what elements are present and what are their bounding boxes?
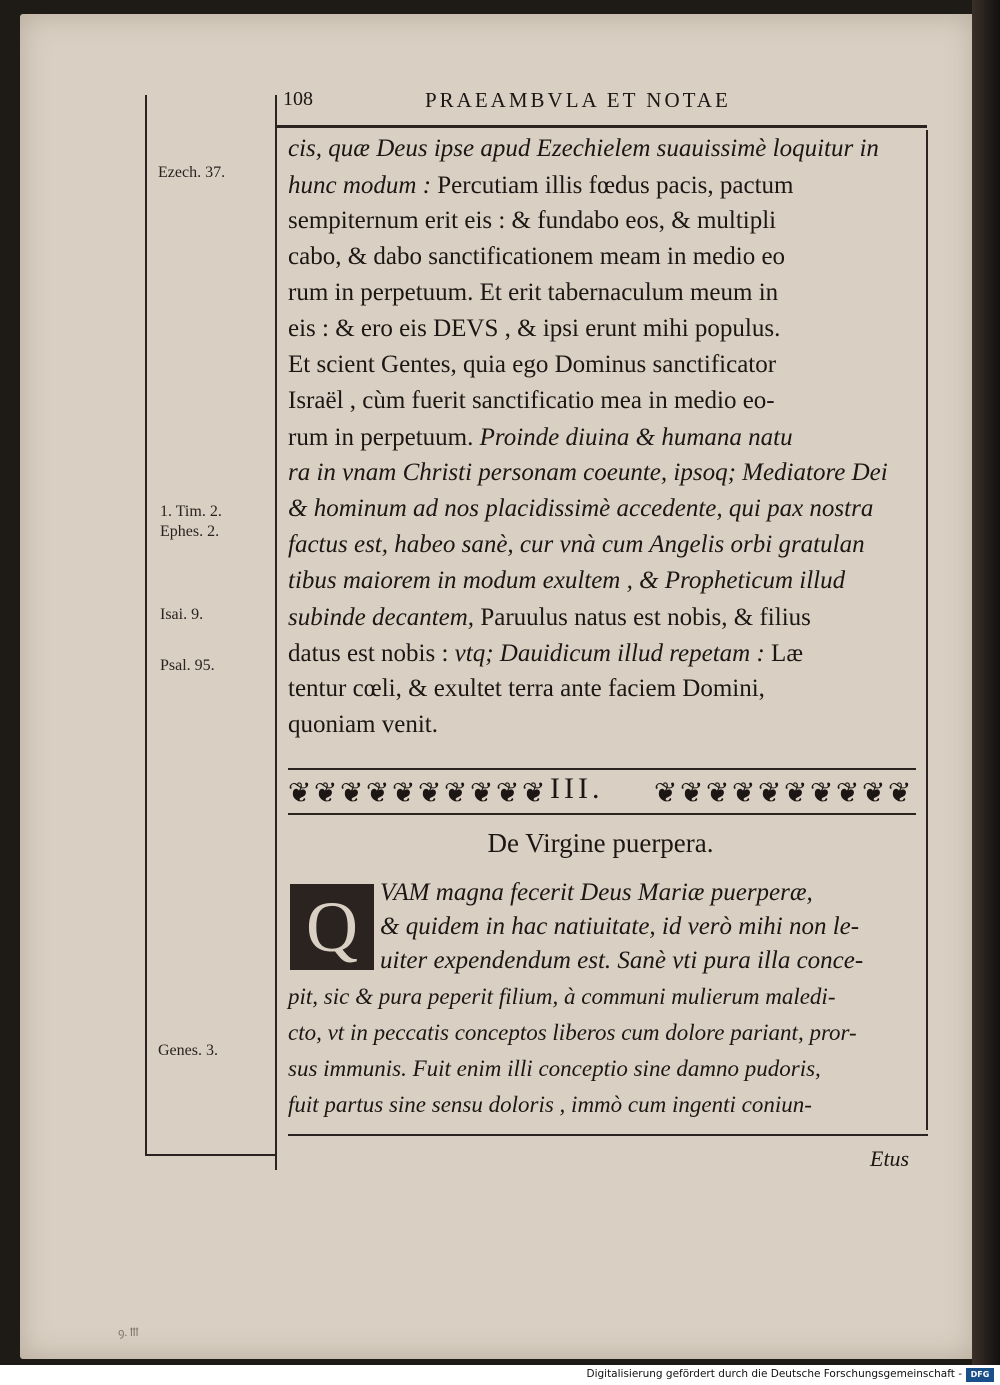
fleuron-icon: ❦ [654, 776, 678, 809]
fleuron-icon: ❦ [888, 776, 912, 809]
fleuron-icon: ❦ [522, 776, 546, 809]
text-line: eis : & ero eis DEVS , & ipsi erunt mihi populus. [288, 315, 781, 342]
fleuron-icon: ❦ [758, 776, 782, 809]
decorated-initial: Q [290, 884, 374, 970]
section-number: III. [550, 772, 604, 805]
margin-note-isai: Isai. 9. [160, 606, 204, 623]
margin-frame-bottom [145, 1154, 275, 1156]
text-line: cabo, & dabo sanctificationem meam in medio eo [288, 243, 786, 270]
text-line: & hominum ad nos placidissimè accedente, qui pax nostra [288, 495, 874, 522]
margin-frame-left [145, 95, 147, 1155]
text-line [288, 168, 793, 203]
fleuron-icon: ❦ [340, 776, 364, 809]
margin-note-genes: Genes. 3. [158, 1042, 218, 1059]
fleuron-icon: ❦ [732, 776, 756, 809]
text-line: cto, vt in peccatis conceptos liberos cum dolore pariant, pror- [288, 1020, 857, 1045]
text-frame-left [275, 95, 277, 1170]
text-span-roman: Percutiam illis fœdus pacis, pactum [431, 172, 794, 199]
text-line: factus est, habeo sanè, cur vnà cum Angelis orbi gratulan [288, 531, 865, 558]
text-line [288, 636, 803, 671]
fleuron-icon: ❦ [392, 776, 416, 809]
margin-note-ezech: Ezech. 37. [158, 164, 226, 181]
text-span-roman: Læ [764, 640, 803, 667]
digitization-footer [0, 1365, 1000, 1385]
text-span-italic: hunc modum : [288, 172, 432, 199]
text-line: fuit partus sine sensu doloris , immò cum ingenti coniun- [288, 1092, 812, 1117]
text-span-italic: vtq; Dauidicum illud repetam : [454, 640, 765, 667]
fleuron-icon: ❦ [418, 776, 442, 809]
fleuron-icon: ❦ [706, 776, 730, 809]
text-line: quoniam venit. [288, 711, 438, 738]
page-edge-shadow [972, 0, 1000, 1365]
text-line: & quidem in hac natiuitate, id verò mihi non le- [380, 913, 860, 940]
text-line: uiter expendendum est. Sanè vti pura illa conce- [380, 947, 864, 974]
text-line: tibus maiorem in modum exultem , & Propheticum illud [288, 567, 846, 594]
text-line: rum in perpetuum. Et erit tabernaculum meum in [288, 279, 779, 306]
fleuron-icon: ❦ [810, 776, 834, 809]
page-number: 108 [283, 88, 313, 110]
running-head: PRAEAMBVLA ET NOTAE [425, 88, 731, 112]
margin-note-tim: 1. Tim. 2. [160, 503, 222, 520]
text-line: cis, quæ Deus ipse apud Ezechielem suauissimè loquitur in [288, 135, 879, 162]
fleuron-icon: ❦ [288, 776, 312, 809]
fleuron-icon: ❦ [314, 776, 338, 809]
fleuron-icon: ❦ [784, 776, 808, 809]
fleuron-icon: ❦ [496, 776, 520, 809]
text-line: VAM magna fecerit Deus Mariæ puerperæ, [380, 879, 813, 906]
catchword: Etus [870, 1146, 910, 1171]
section-ornament-band [288, 770, 916, 812]
margin-note-ephes: Ephes. 2. [160, 523, 220, 540]
fleuron-icon: ❦ [470, 776, 494, 809]
text-line: sempiternum erit eis : & fundabo eos, & multipli [288, 207, 777, 234]
text-line: Et scient Gentes, quia ego Dominus sanctificator [288, 351, 777, 378]
text-line: Israël , cùm fuerit sanctificatio mea in medio eo- [288, 387, 775, 414]
section-heading: De Virgine puerpera. [487, 828, 714, 858]
head-rule [275, 125, 927, 128]
fleuron-icon: ❦ [836, 776, 860, 809]
stain-marks: ꝯ. ꝉꝉꝉ [118, 1327, 139, 1339]
text-span-roman: rum in perpetuum. [288, 424, 480, 451]
text-line: sus immunis. Fuit enim illi conceptio sine damno pudoris, [288, 1056, 821, 1081]
body-text-upper [288, 132, 913, 742]
margin-note-psal: Psal. 95. [160, 657, 215, 674]
text-frame-right [926, 130, 928, 1130]
section-rule-bottom [288, 813, 916, 815]
text-line: pit, sic & pura peperit filium, à communi mulierum maledi- [288, 984, 836, 1009]
text-line: tentur cœli, & exultet terra ante faciem Domini, [288, 675, 765, 702]
text-span-roman: Paruulus natus est nobis, & filius [474, 604, 811, 631]
fleuron-icon: ❦ [366, 776, 390, 809]
text-line: ra in vnam Christi personam coeunte, ipsoq; Mediatore Dei [288, 459, 888, 486]
fleuron-icon: ❦ [680, 776, 704, 809]
body-text-lower [288, 876, 913, 1136]
text-line [288, 420, 793, 455]
fleuron-icon: ❦ [862, 776, 886, 809]
text-span-italic: subinde decantem, [288, 604, 475, 631]
fleuron-icon: ❦ [444, 776, 468, 809]
footer-credit: Digitalisierung gefördert durch die Deutsche Forschungsgemeinschaft - [586, 1368, 962, 1380]
text-line [288, 600, 811, 635]
text-span-roman: datus est nobis : [288, 640, 455, 667]
dfg-logo-icon: DFG [966, 1368, 994, 1382]
text-span-italic: Proinde diuina & humana natu [479, 424, 793, 451]
